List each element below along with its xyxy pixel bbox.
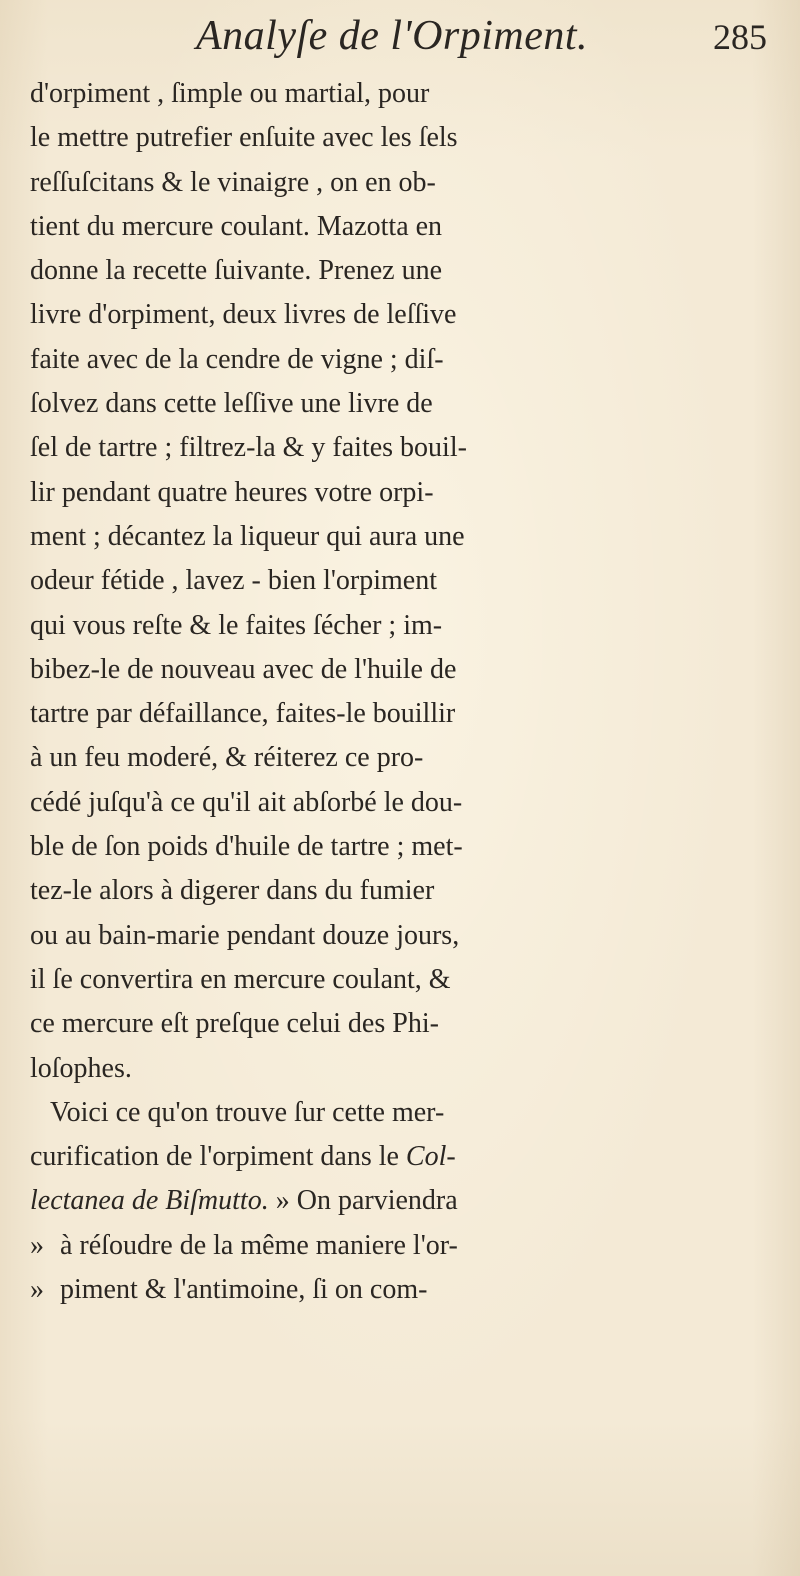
book-title-italic: Col- xyxy=(405,1141,456,1173)
text-line xyxy=(30,1179,790,1223)
quotation-mark: » xyxy=(30,1229,44,1261)
running-head xyxy=(0,6,800,66)
book-title-italic: lectanea de Biſmutto. xyxy=(30,1185,269,1217)
text-line: loſophes. xyxy=(30,1052,132,1084)
text-run: à réſoudre de la même maniere l'or- xyxy=(60,1229,458,1261)
body-text xyxy=(30,72,790,1312)
text-line xyxy=(30,1224,790,1268)
text-line: reſſuſcitans & le vinaigre , on en ob- xyxy=(30,166,436,198)
text-line: tez-le alors à digerer dans du fumier xyxy=(30,875,435,907)
text-line: à un feu moderé, & réiterez ce pro- xyxy=(30,742,424,774)
text-line: lir pendant quatre heures votre orpi- xyxy=(30,476,434,508)
text-line: Voici ce qu'on trouve ſur cette mer- xyxy=(50,1096,445,1128)
text-line xyxy=(30,1268,790,1312)
text-line: tient du mercure coulant. Mazotta en xyxy=(30,210,443,242)
text-run: curification de l'orpiment dans le xyxy=(30,1141,406,1173)
text-run: » On parviendra xyxy=(268,1185,458,1217)
text-line: qui vous reſte & le faites ſécher ; im- xyxy=(30,609,443,641)
text-run: piment & l'antimoine, ſi on com- xyxy=(60,1274,428,1306)
text-line: le mettre putrefier enſuite avec les ſels xyxy=(30,122,458,154)
text-line: ment ; décantez la liqueur qui aura une xyxy=(30,520,465,552)
text-line: odeur fétide , lavez - bien l'orpiment xyxy=(30,565,437,597)
quotation-mark: » xyxy=(30,1274,44,1306)
text-line: bibez-le de nouveau avec de l'huile de xyxy=(30,653,457,685)
text-line: donne la recette ſuivante. Prenez une xyxy=(30,255,443,287)
text-line: tartre par défaillance, faites-le bouillir xyxy=(30,698,456,730)
text-line: cédé juſqu'à ce qu'il ait abſorbé le dou- xyxy=(30,786,463,818)
text-line: ſolvez dans cette leſſive une livre de xyxy=(30,388,433,420)
text-line: il ſe convertira en mercure coulant, & xyxy=(30,963,451,995)
text-line: ou au bain-marie pendant douze jours, xyxy=(30,919,460,951)
text-line: livre d'orpiment, deux livres de leſſive xyxy=(30,299,457,331)
text-line: ble de ſon poids d'huile de tartre ; met- xyxy=(30,831,463,863)
running-title: Analyſe de l'Orpiment. xyxy=(196,13,589,59)
text-line: faite avec de la cendre de vigne ; diſ- xyxy=(30,343,444,375)
text-line: d'orpiment , ſimple ou martial, pour xyxy=(30,78,430,109)
text-line xyxy=(30,1135,790,1179)
text-line: ce mercure eſt preſque celui des Phi- xyxy=(30,1008,439,1040)
page-number: 285 xyxy=(713,17,767,57)
text-line: ſel de tartre ; filtrez-la & y faites bouil- xyxy=(30,432,467,464)
